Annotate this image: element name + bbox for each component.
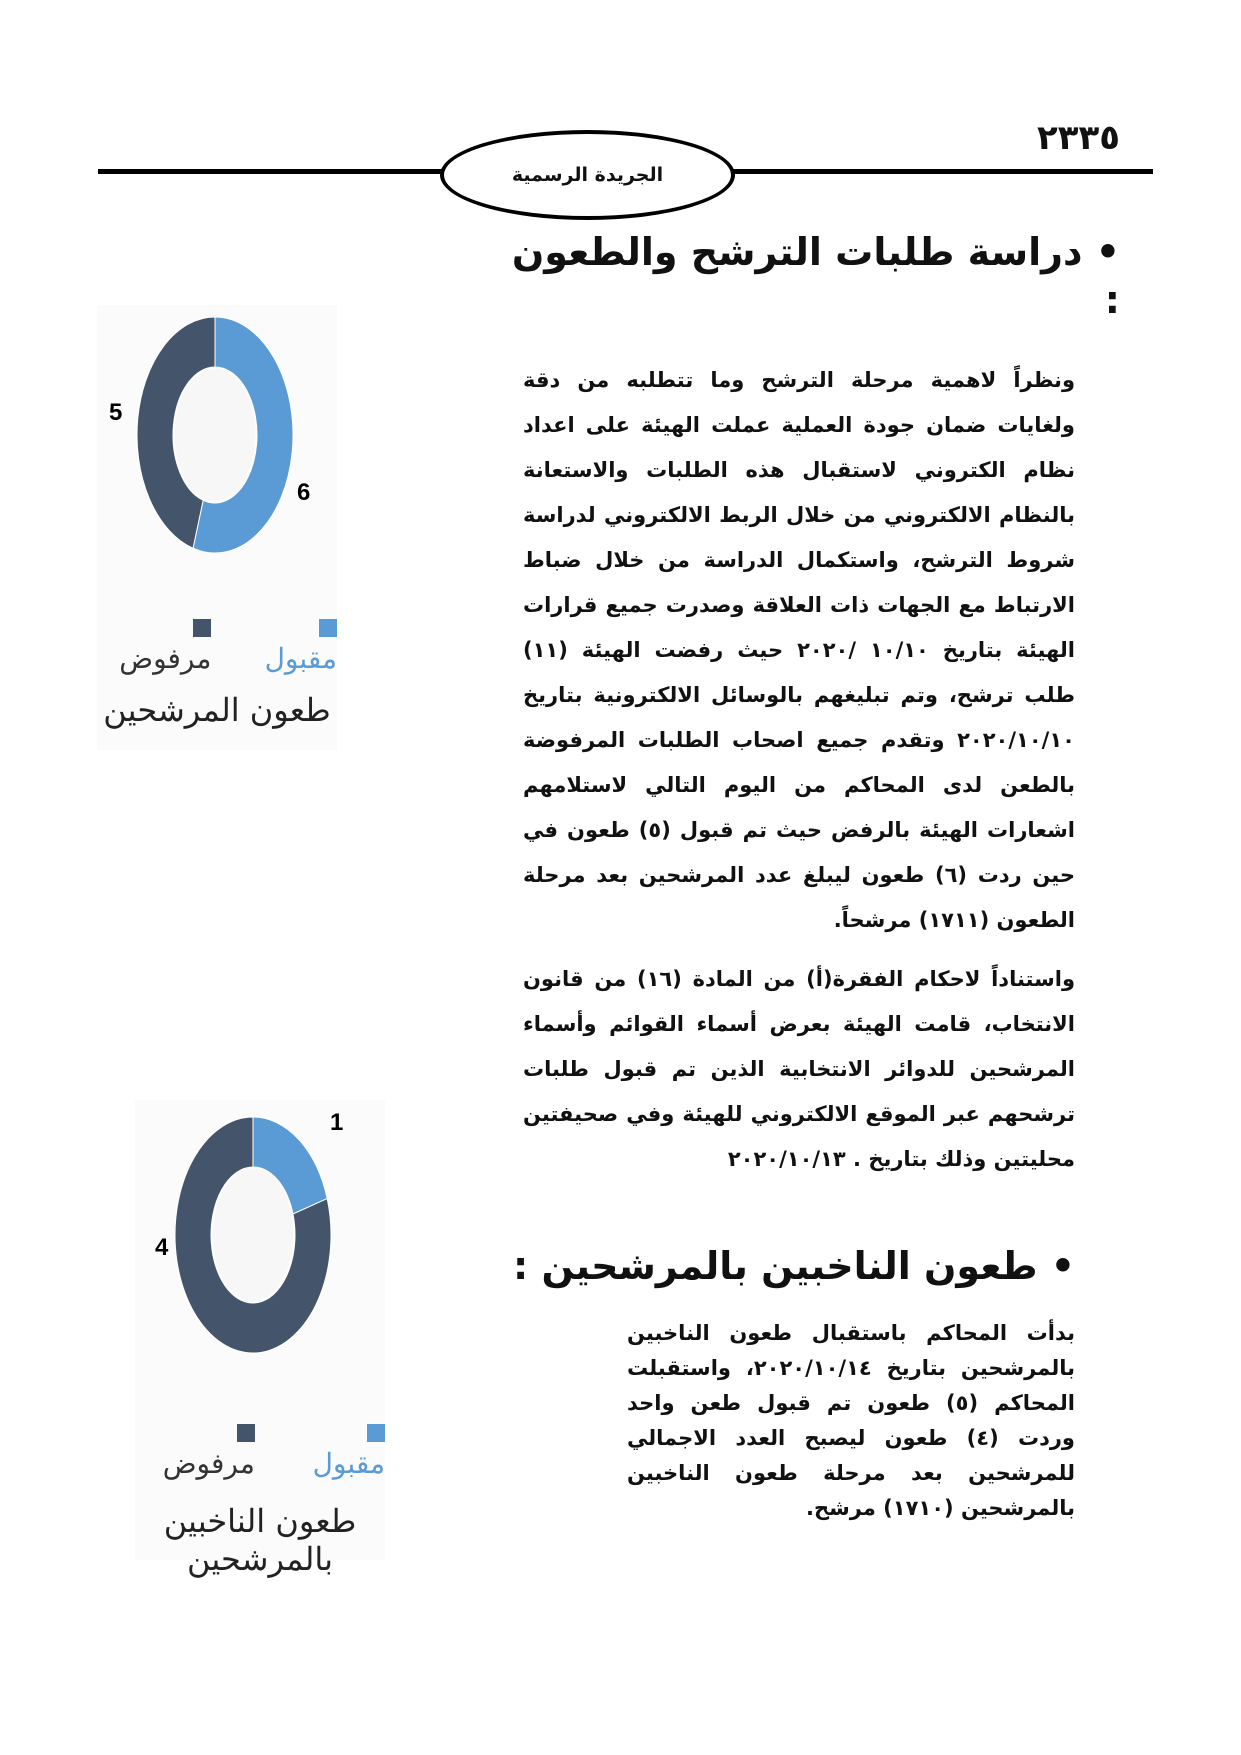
donut-hole [175, 369, 255, 501]
text-column [500, 228, 1120, 1526]
section2-paragraph: بدأت المحاكم باستقبال طعون الناخبين بالمرشحين بتاريخ ٢٠٢٠/١٠/١٤، واستقبلت المحاكم (٥) طعون تم قبول طعن واحد وردت (٤) طعون ليصبح العدد الاجمالي للمرشحين بعد مرحلة طعون الناخبين بالمرشحين (١٧١٠) مرشح. [627, 1321, 1075, 1520]
data-label: 1 [330, 1109, 344, 1136]
chart-legend [97, 609, 337, 675]
chart-legend [135, 1414, 385, 1480]
chart-title: طعون الناخبين بالمرشحين [163, 1502, 357, 1578]
page-number: ٢٣٣٥ [1036, 118, 1120, 158]
donut-hole [213, 1169, 293, 1301]
data-label: 4 [155, 1234, 169, 1261]
legend-item-accepted [241, 609, 337, 675]
chart-candidate-appeals [97, 305, 337, 750]
legend-item-accepted [285, 1414, 385, 1480]
legend-label: مرفوض [119, 642, 212, 675]
donut-chart [97, 305, 337, 605]
section2-title: • طعون الناخبين بالمرشحين : [513, 1244, 1075, 1288]
legend-swatch [367, 1424, 385, 1442]
chart-voter-appeals [135, 1100, 385, 1578]
chart-title: طعون المرشحين [103, 691, 331, 729]
publication-oval [440, 130, 735, 220]
legend-label: مقبول [312, 1447, 385, 1480]
legend-item-rejected [135, 1414, 255, 1480]
legend-swatch [193, 619, 211, 637]
section1-title: • دراسة طلبات الترشح والطعون : [511, 230, 1120, 322]
section1-paragraph1: ونظراً لاهمية مرحلة الترشح وما تتطلبه من دقة ولغايات ضمان جودة العملية عملت الهيئة على اعداد نظام الكتروني لاستقبال هذه الطلبات والاستعانة بالنظام الالكتروني من خلال الربط الالكتروني لدراسة شروط الترشح، واستكمال الدراسة من خلال ضباط الارتباط مع الجهات ذات العلاقة وصدرت جميع قرارات الهيئة بتاريخ ١٠/١٠ /٢٠٢٠ حيث رفضت الهيئة (١١) طلب ترشح، وتم تبليغهم بالوسائل الالكترونية بتاريخ ٢٠٢٠/١٠/١٠ وتقدم جميع اصحاب الطلبات المرفوضة بالطعن لدى المحاكم من اليوم التالي لاستلامهم اشعارات الهيئة بالرفض حيث تم قبول (٥) طعون في حين ردت (٦) طعون ليبلغ عدد المرشحين بعد مرحلة الطعون (١٧١١) مرشحاً. [523, 368, 1076, 932]
legend-swatch [237, 1424, 255, 1442]
legend-swatch [319, 619, 337, 637]
data-label: 5 [109, 399, 123, 426]
legend-label: مقبول [264, 642, 337, 675]
donut-chart [135, 1100, 385, 1410]
data-label: 6 [297, 479, 311, 506]
publication-name: الجريدة الرسمية [511, 164, 664, 186]
legend-item-rejected [97, 609, 211, 675]
legend-label: مرفوض [162, 1447, 255, 1480]
section1-paragraph2: واستناداً لاحكام الفقرة(أ) من المادة (١٦) من قانون الانتخاب، قامت الهيئة بعرض أسماء القوائم وأسماء المرشحين للدوائر الانتخابية الذين تم قبول طلبات ترشحهم عبر الموقع الالكتروني للهيئة وفي صحيفتين محليتين وذلك بتاريخ . ٢٠٢٠/١٠/١٣ [523, 967, 1075, 1171]
